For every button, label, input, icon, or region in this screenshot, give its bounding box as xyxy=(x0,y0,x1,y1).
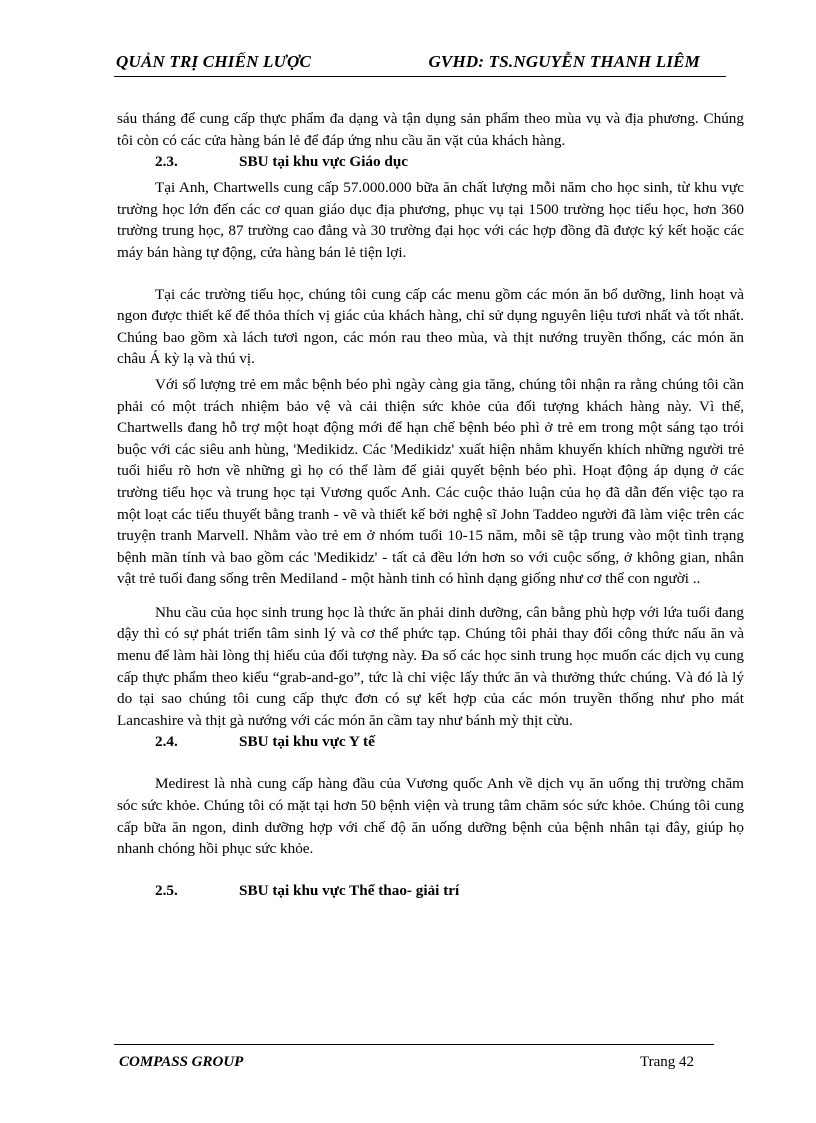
paragraph: sáu tháng để cung cấp thực phẩm đa dạng và tận dụng sản phẩm theo mùa vụ và địa phương. Chúng tôi còn có các cửa hàng bán lẻ để đáp ứng nhu cầu ăn vặt của khách hàng. xyxy=(117,110,744,149)
paragraph: Tại Anh, Chartwells cung cấp 57.000.000 bữa ăn chất lượng mỗi năm cho học sinh, từ khu vực trường học lớn đến các cơ quan giáo dục địa phương, phục vụ tại 1500 trường học tiểu học, hơn 360 trường trung học, 87 trường cao đẳng và 30 trường đại học với các hợp đồng đã được ký kết hoặc các máy bán hàng tự động, cửa hàng bán lẻ tiện lợi. xyxy=(117,179,744,261)
page-footer xyxy=(114,1044,714,1077)
section-number: 2.4. xyxy=(155,733,178,751)
paragraph: Medirest là nhà cung cấp hàng đầu của Vương quốc Anh về dịch vụ ăn uống thị trường chăm sóc sức khỏe. Chúng tôi có mặt tại hơn 50 bệnh viện và trung tâm chăm sóc sức khỏe. Chúng tôi cung cấp bữa ăn ngon, dinh dưỡng hợp với chế độ ăn uống dưỡng bệnh của bệnh nhân tại đây, giúp họ nhanh chóng hồi phục sức khỏe. xyxy=(117,775,744,858)
paragraph: Tại các trường tiểu học, chúng tôi cung cấp các menu gồm các món ăn bổ dưỡng, linh hoạt và ngon được thiết kế để thỏa thích vị giác của khách hàng, chỉ sử dụng nguyên liệu tươi nhất và tốt nhất. Chúng bao gồm xà lách tươi ngon, các món rau theo mùa, và thịt nướng truyền thống, các món ăn châu Á kỳ lạ và thú vị. xyxy=(117,285,744,368)
paragraph: Với số lượng trẻ em mắc bệnh béo phì ngày càng gia tăng, chúng tôi nhận ra rằng chúng tôi cần phải có một trách nhiệm bảo vệ và cải thiện sức khỏe của đối tượng khách hàng này. Vì thế, Chartwells đang hỗ trợ một hoạt động mới để hạn chế bệnh béo phì ở trẻ em trong một sáng tạo trói buộc với các siêu anh hùng, 'Medikidz. Các 'Medikidz' xuất hiện nhằm khuyến khích những người trẻ tuổi hiểu rõ hơn về những gì họ có thể làm để giải quyết bệnh béo phì. Hoạt động áp dụng ở các trường tiểu học và trung học tại Vương quốc Anh. Các cuộc thảo luận của họ đã dẫn đến việc tạo ra một loạt các tiểu thuyết bằng tranh - vẽ và thiết kế bởi nghệ sĩ John Taddeo người đã làm việc trên các truyện tranh Marvell. Nhằm vào trẻ em ở nhóm tuổi 10-15 năm, mỗi sẽ tập trung vào một tình trạng bệnh mãn tính và bao gồm các 'Medikidz' - tất cả đều lớn hơn so với cuộc sống, ở không gian, nhân vật trẻ tuổi đang sống trên Mediland - một hành tinh có hình dạng giống như cơ thể con người .. xyxy=(117,375,744,588)
page-header xyxy=(114,50,726,77)
section-heading xyxy=(117,731,744,753)
page-number: Trang 42 xyxy=(639,1054,694,1070)
section-number: 2.5. xyxy=(155,881,178,899)
section-number: 2.3. xyxy=(155,153,178,171)
section-title: SBU tại khu vực Y tế xyxy=(239,733,375,751)
section-title: SBU tại khu vực Thể thao- giải trí xyxy=(239,881,460,899)
footer-company: COMPASS GROUP xyxy=(119,1054,244,1070)
header-instructor: GVHD: TS.NGUYỄN THANH LIÊM xyxy=(428,52,700,71)
paragraph: Nhu cầu của học sinh trung học là thức ăn phải dinh dưỡng, cân bằng phù hợp với lứa tuổi đang dậy thì có sự phát triển tâm sinh lý và cơ thể phức tạp. Chúng tôi phải thay đổi công thức nấu ăn và menu để làm hài lòng thị hiếu của đối tượng này. Đa số các học sinh trung học muốn các dịch vụ cung cấp thực phẩm theo kiểu “grab-and-go”, tức là chỉ việc lấy thức ăn và thưởng thức chúng. Và đó là lý do tại sao chúng tôi cung cấp thực đơn có sự kết hợp của các món truyền thống như pho mát Lancashire và thịt gà nướng với các món ăn cầm tay như bánh mỳ thịt cừu. xyxy=(117,603,744,729)
section-title: SBU tại khu vực Giáo dục xyxy=(239,153,409,171)
header-course-title: QUẢN TRỊ CHIẾN LƯỢC xyxy=(116,52,312,71)
section-heading xyxy=(117,151,744,173)
document-body xyxy=(117,108,744,902)
section-heading xyxy=(117,880,744,902)
